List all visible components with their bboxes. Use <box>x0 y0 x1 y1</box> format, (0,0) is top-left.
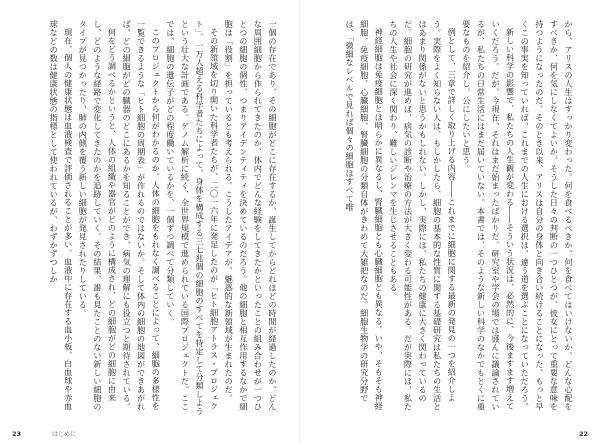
paragraph: から、アリスの人生はすっかり変わった。何を食べるべきか、何を食べてはいけないか、どんな心配をすべきか、何を気にしなくてよいか。そうした日々の判断の一つひとつが、彼女にとって重要な意味を持つようになったのだ。そのとき以来、アリスは自分の身体と向き合い続けることになった。もっと早くこの事実を知っていれば、これまでの人生における選択は、違う道を選ぶことになっていただろう。 <box>520 20 574 411</box>
right-page <box>300 0 600 444</box>
running-head: はじめに <box>52 431 77 438</box>
paragraph: 何をどう調べるかというと、人体の組織や器官がどのように構成され、どの細胞がどの細胞に由来し、どのような経路で変化してきたのかを追跡していく。その結果、誰も見たことのない新しい細胞のタイプが見つかったり、肺の内側を覆う新しい細胞が発見されたりしている。 <box>78 20 118 411</box>
paragraph: このプロジェクトから何がわかるのか。人体の細胞をもれなく調べることによって、細胞の多様性を一覧できるような「ヒト細胞の周期表」が作れるのではないか。そして体内の細胞の地図ができあがれば、どの細胞がどの臓器のどこにあるかを知ることができ、病気の理解にも役立つと期待されている。 <box>122 20 162 411</box>
right-page-body <box>324 20 576 418</box>
paragraph: 例として、三章で詳しく取り上げる内容――これまでに細胞に関する最新の発見の一つを紹介しよう。実際をよく知らない人は、もしかしたら、細胞の基本的な性質に関する基礎研究は私たちの生活とはあまり関係がないと思うかもしれない。しかし、実際には、私たちの健康に大きく関わっているのだ。細胞の研究が進めば、病気の診断や治療の方法が大きく変わる可能性がある。だが実際には、私たちの人生や社会に深く関わり、難しいジレンマを生じさせることもある。 <box>388 20 458 411</box>
paragraph: 一個の存在であり、その細胞がどこに存在するか、誕生してからどれほどの時間が経過したのか、どんな周囲細胞から作られてきたのか、体内でどんな経験をしてきたかといったことの組み合わせが一つひとつの細胞の個性、つまりアイデンティティを決めているのだろう。他の細胞と相互作用するなかで細胞は「役割」を担っているとも考えられる。こうしたアイデアが、魅惑的な新領域が生まれたのだ。 <box>224 20 278 411</box>
paragraph: その新領域を切り開いた科学者たちが、二〇一六年に発足したのが「ヒト細胞アトラス・プロジェクト」。一万人超える科学者たちによって、身体を構成する三七兆個の細胞のすべてを特定して分類しようという壮大な計画である。ゲノム解析に続く、全世界規模で進められている国際プロジェクトだ。ここでは、細胞の遺伝子がどの程度働いているかを、一個ずつ調べて分類していく。 <box>165 20 220 416</box>
page-number-right: 22 <box>578 430 588 438</box>
page-number-left: 23 <box>12 430 22 438</box>
left-page-body <box>28 20 280 418</box>
paragraph: 現在、個人の健康状態は血液検査で評価されることが多い。血液中に存在する血小板、白血球や赤血球などの数は健康状態の指標として使われているが、わずかずつしか <box>49 20 74 411</box>
paragraph: 神経細胞は免疫細胞とは明らかに異なるし、腎臓細胞とも心臓細胞とも異なる。いや、そもそも神経細胞、免疫細胞、心臓細胞、腎臓細胞の分類自体がきわめて大雑把なのだ。細胞生物学の研究分野では、「微細なレベルで見れば個々の細胞はすべて唯 <box>345 20 385 411</box>
paragraph: 新しい科学の影響で、私たちの人生観が変わる――そういう状況は、必然的に、今後ますます増えていくだろう。だが、今現在、それはまだ始まったばかりだ。研究室や学会の場では盛んに議論されているが、私たちの日常生活にはまだ届いていない。本書では、そのような新しい科学のなかでもとくに重要なものを紹介し、公にしたいと思う。 <box>461 20 516 411</box>
